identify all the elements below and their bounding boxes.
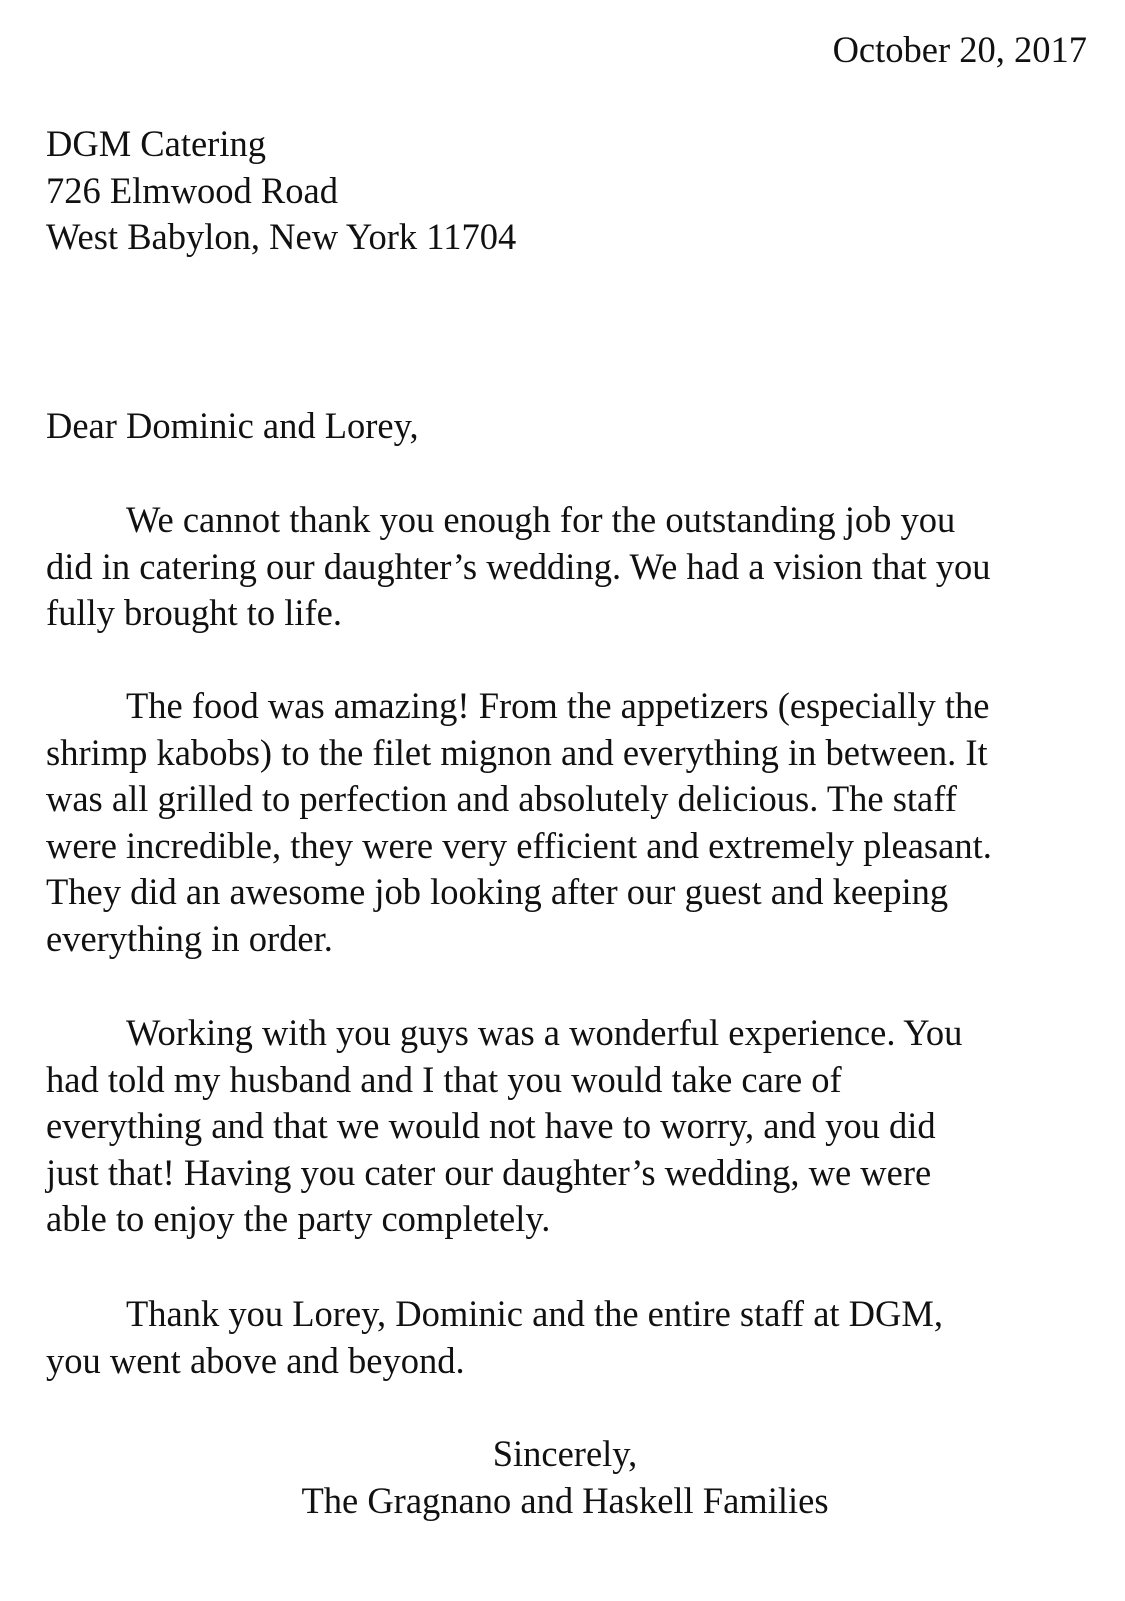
paragraph-line: Thank you Lorey, Dominic and the entire staff at DGM, bbox=[126, 1293, 943, 1334]
recipient-city-line: West Babylon, New York 11704 bbox=[46, 216, 517, 257]
recipient-street: 726 Elmwood Road bbox=[46, 169, 338, 211]
paragraph-line: They did an awesome job looking after our guest and keeping bbox=[46, 871, 949, 912]
paragraph-line: had told my husband and I that you would take care of bbox=[46, 1058, 842, 1100]
paragraph-line: everything and that we would not have to worry, and you did bbox=[46, 1105, 936, 1146]
paragraph-line: We cannot thank you enough for the outstanding job you bbox=[126, 499, 956, 540]
paragraph-line: The food was amazing! From the appetizers (especially the bbox=[126, 685, 990, 726]
paragraph-line: shrimp kabobs) to the filet mignon and everything in between. It bbox=[46, 731, 988, 773]
paragraph-line: just that! Having you cater our daughter’s wedding, we were bbox=[46, 1151, 932, 1193]
body-paragraph-4 bbox=[46, 1291, 1086, 1384]
letter-date: October 20, 2017 bbox=[832, 29, 1087, 70]
paragraph-line: Working with you guys was a wonderful experience. You bbox=[126, 1012, 963, 1053]
paragraph-line: able to enjoy the party completely. bbox=[46, 1198, 551, 1239]
paragraph-line: did in catering our daughter’s wedding. We had a vision that you bbox=[46, 545, 991, 587]
body-paragraph-2 bbox=[46, 683, 1086, 962]
letter-closing bbox=[0, 1431, 1125, 1524]
valediction: Sincerely, bbox=[492, 1433, 638, 1474]
paragraph-line: fully brought to life. bbox=[46, 592, 343, 633]
paragraph-line: were incredible, they were very efficient and extremely pleasant. bbox=[46, 824, 992, 866]
paragraph-line: was all grilled to perfection and absolutely delicious. The staff bbox=[46, 778, 957, 819]
body-paragraph-3 bbox=[46, 1010, 1086, 1243]
salutation: Dear Dominic and Lorey, bbox=[46, 405, 419, 446]
recipient-name: DGM Catering bbox=[46, 123, 266, 164]
body-paragraph-1 bbox=[46, 497, 1086, 637]
paragraph-line: you went above and beyond. bbox=[46, 1339, 465, 1381]
signature: The Gragnano and Haskell Families bbox=[301, 1479, 829, 1521]
paragraph-line: everything in order. bbox=[46, 917, 333, 959]
recipient-address bbox=[46, 121, 516, 261]
